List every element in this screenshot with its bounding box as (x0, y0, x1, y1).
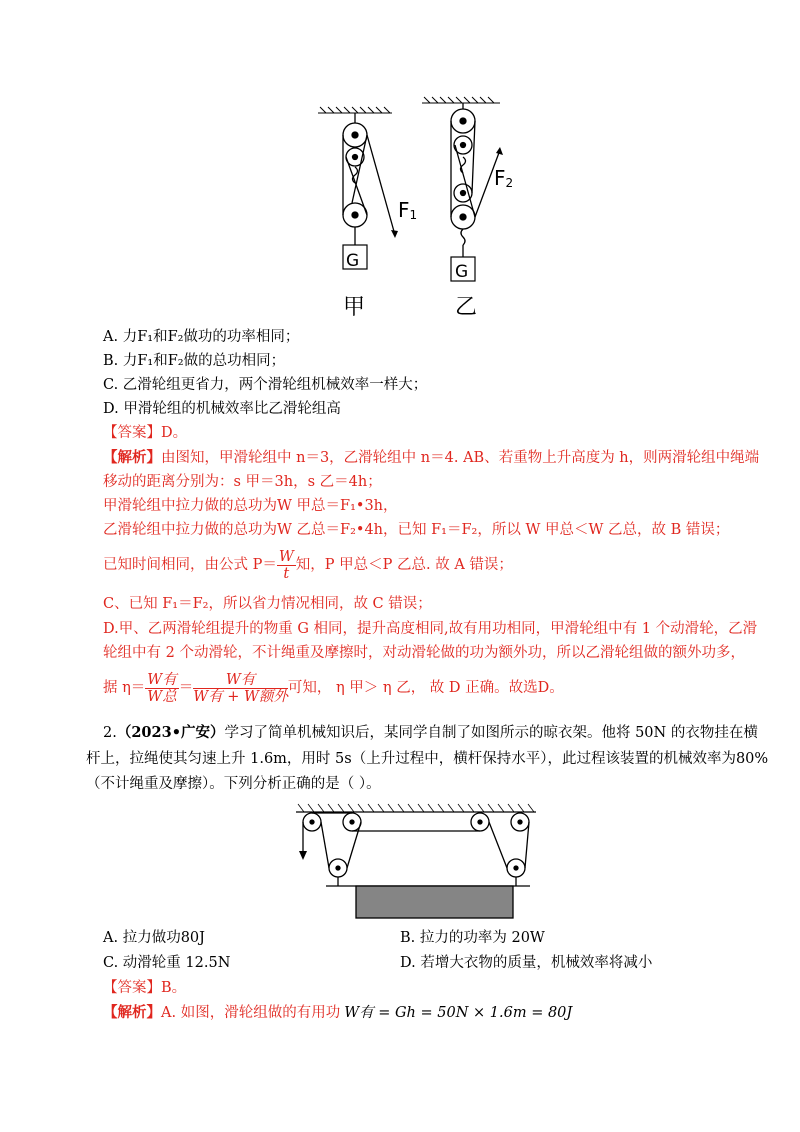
q1-option-d: D. 甲滑轮组的机械效率比乙滑轮组高 (103, 401, 341, 417)
analysis-tag: 【解析】 (103, 449, 161, 466)
q1-analysis-1: 【解析】由图知，甲滑轮组中 n＝3，乙滑轮组中 n＝4. AB、若重物上升高度为 h，则两滑轮组中绳端 (103, 449, 760, 466)
pull-arrow (299, 851, 307, 860)
f1-arrow (391, 230, 398, 238)
power-fraction: $\frac{W}{t}$ (278, 548, 294, 582)
q1-analysis-7: D.甲、乙两滑轮组提升的物重 G 相同，提升高度相同,故有用功相同，甲滑轮组中有 1 个动滑轮，乙滑 (103, 621, 758, 637)
right-ceiling (422, 97, 500, 103)
q2-formula: W有 = Gh = 50N × 1.6m = 80J (344, 1005, 573, 1021)
q1-analysis-4: 乙滑轮组中拉力做的总功为W 乙总＝F₂•4h，已知 F₁＝F₂，所以 W 甲总＜W 乙总，故 B 错误； (103, 522, 730, 538)
q1-analysis-9: 据 η＝ $\frac{\text{W有}}{\text{W总}}$ ＝ $\frac{\text{W有}}{\text{W有 + W额外}}$ 可知， η 甲＞ η 乙， 故 D 正确。故选D。 (103, 671, 564, 705)
q2-stem-2: 杆上，拉绳使其匀速上升 1.6m，用时 5s（上升过程中，横杆保持水平），此过程该装置的机械效率为80% (86, 751, 769, 767)
weight-label-left: G (346, 251, 360, 271)
f2-arrow (496, 147, 503, 155)
q2-answer: 【答案】B。 (103, 980, 187, 996)
clothes-rack-figure (290, 800, 540, 922)
q2-option-d: D. 若增大衣物的质量，机械效率将减小 (400, 955, 653, 971)
q1-analysis-8: 轮组中有 2 个动滑轮，不计绳重及摩擦时，对动滑轮做的功为额外功，所以乙滑轮组做的额外功多， (103, 645, 745, 661)
q1-option-b: B. 力F₁和F₂做的总功相同； (103, 353, 286, 369)
q2-analysis-1: 【解析】A. 如图，滑轮组做的有用功 W有 = Gh = 50N × 1.6m = 80J (103, 1004, 573, 1021)
efficiency-fraction-2: $\frac{\text{W有}}{\text{W有 + W额外}}$ (193, 671, 288, 705)
efficiency-fraction-1: $\frac{\text{W有}}{\text{W总}}$ (147, 671, 177, 705)
q2-option-b: B. 拉力的功率为 20W (400, 930, 545, 946)
figure-label-right: 乙 (455, 295, 478, 320)
q2-option-a: A. 拉力做功80J (103, 930, 205, 946)
right-pulley-system (451, 103, 500, 281)
q1-answer: 【答案】D。 (103, 425, 188, 441)
left-pulley-system (343, 113, 395, 269)
weight-label-right: G (455, 262, 469, 282)
q2-stem-1: 2.（2023•广安）学习了简单机械知识后，某同学自制了如图所示的晾衣架。他将 50N 的衣物挂在横 (103, 724, 758, 741)
f2-label: $F_2$ (494, 166, 514, 190)
left-ceiling (318, 107, 392, 113)
q1-analysis-6: C、已知 F₁＝F₂，所以省力情况相同，故 C 错误； (103, 596, 432, 612)
q1-option-a: A. 力F₁和F₂做功的功率相同； (103, 329, 300, 345)
q1-analysis-2: 移动的距离分别为：s 甲＝3h，s 乙＝4h； (103, 474, 382, 490)
q2-option-c: C. 动滑轮重 12.5N (103, 955, 231, 971)
q1-option-c: C. 乙滑轮组更省力，两个滑轮组机械效率一样大； (103, 377, 428, 393)
figure-label-left: 甲 (343, 295, 366, 320)
f1-label: $F_1$ (398, 198, 418, 222)
q2-stem-3: （不计绳重及摩擦）。下列分析正确的是（ ）。 (86, 776, 381, 792)
q1-analysis-3: 甲滑轮组中拉力做的总功为W 甲总＝F₁•3h， (103, 498, 398, 514)
q1-analysis-5: 已知时间相同，由公式 P＝ $\frac{W}{t}$ 知，P 甲总＜P 乙总. 故 A 错误； (103, 548, 513, 582)
